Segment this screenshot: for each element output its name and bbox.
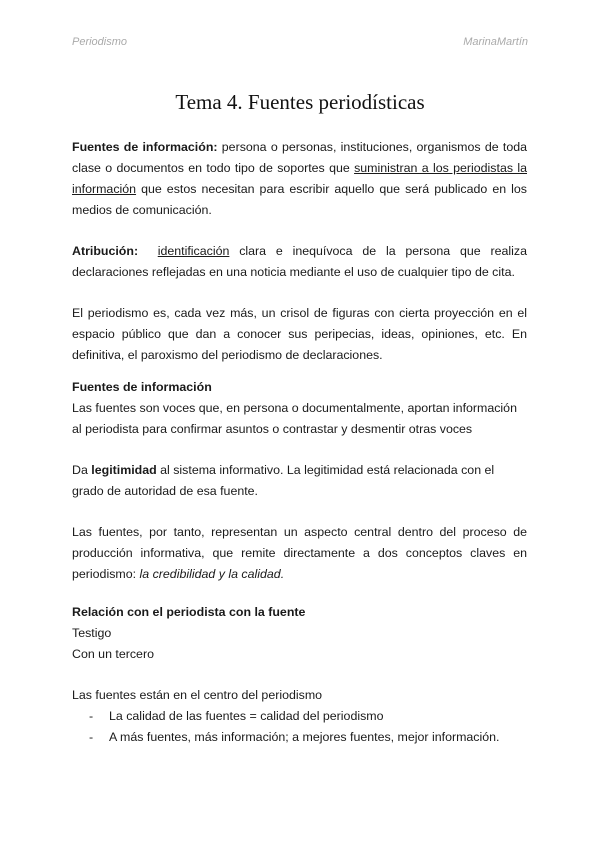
- paragraph-periodismo: El periodismo es, cada vez más, un crisol de figuras con cierta proyección en el espacio público que dan a conocer sus peripecias, ideas, opiniones, etc. En definitiva, el paroxismo del periodismo de declaraciones.: [72, 306, 527, 362]
- definition-fuentes-text-b: que estos necesitan para escribir aquello que será publicado en los medios de comunicación.: [72, 182, 527, 217]
- term-legitimidad: legitimidad: [91, 463, 157, 477]
- dash-marker: -: [89, 709, 94, 723]
- document-title: Tema 4. Fuentes periodísticas: [175, 90, 425, 114]
- paragraph-voces: Las fuentes son voces que, en persona o documentalmente, aportan información al periodista para confirmar asuntos o contrastar y desmentir otras voces: [72, 401, 517, 436]
- section-heading-relacion-text: Relación con el periodista con la fuente: [72, 605, 306, 619]
- relation-item: Testigo: [72, 626, 112, 640]
- list-item: [72, 727, 527, 748]
- header-author: MarinaMartín: [463, 36, 528, 48]
- definition-fuentes-underlined: suministran a los periodistas la información: [72, 161, 527, 196]
- definition-atribucion-text: clara e inequívoca de la persona que realiza declaraciones reflejadas en una noticia mediante el uso de cualquier tipo de cita.: [72, 244, 527, 279]
- document-body: [72, 137, 527, 748]
- dash-marker: -: [89, 730, 94, 744]
- conceptos-italic: la credibilidad y la calidad.: [139, 567, 285, 581]
- list-item: [72, 706, 527, 727]
- header-subject: Periodismo: [72, 36, 128, 48]
- definition-atribucion: [72, 241, 527, 283]
- section-heading-fuentes-text: Fuentes de información: [72, 380, 212, 394]
- paragraph-conceptos: [72, 522, 527, 585]
- bullet-list: [72, 706, 527, 748]
- section-heading-relacion: [72, 602, 527, 623]
- paragraph-centro: Las fuentes están en el centro del periodismo: [72, 688, 323, 702]
- term-atribucion: Atribución:: [72, 244, 139, 258]
- legitimidad-text: al sistema informativo. La legitimidad está relacionada con el grado de autoridad de esa fuente.: [72, 463, 495, 498]
- legitimidad-pre: Da: [72, 463, 92, 477]
- paragraph-legitimidad: [72, 460, 527, 502]
- conceptos-text: Las fuentes, por tanto, representan un aspecto central dentro del proceso de producción informativa, que remite directamente a dos conceptos claves en periodismo:: [72, 525, 527, 581]
- list-item-text: La calidad de las fuentes = calidad del periodismo: [109, 709, 384, 723]
- page-header: [72, 36, 528, 48]
- section-heading-fuentes: [72, 377, 527, 398]
- list-item-text: A más fuentes, más información; a mejores fuentes, mejor información.: [109, 730, 500, 744]
- term-fuentes: Fuentes de información:: [72, 140, 218, 154]
- definition-fuentes-text-a: persona o personas, instituciones, organismos de toda clase o documentos en todo tipo de soportes que: [72, 140, 527, 175]
- definition-fuentes: [72, 137, 527, 221]
- relation-item: Con un tercero: [72, 647, 154, 661]
- definition-atribucion-underlined: identificación: [157, 244, 230, 258]
